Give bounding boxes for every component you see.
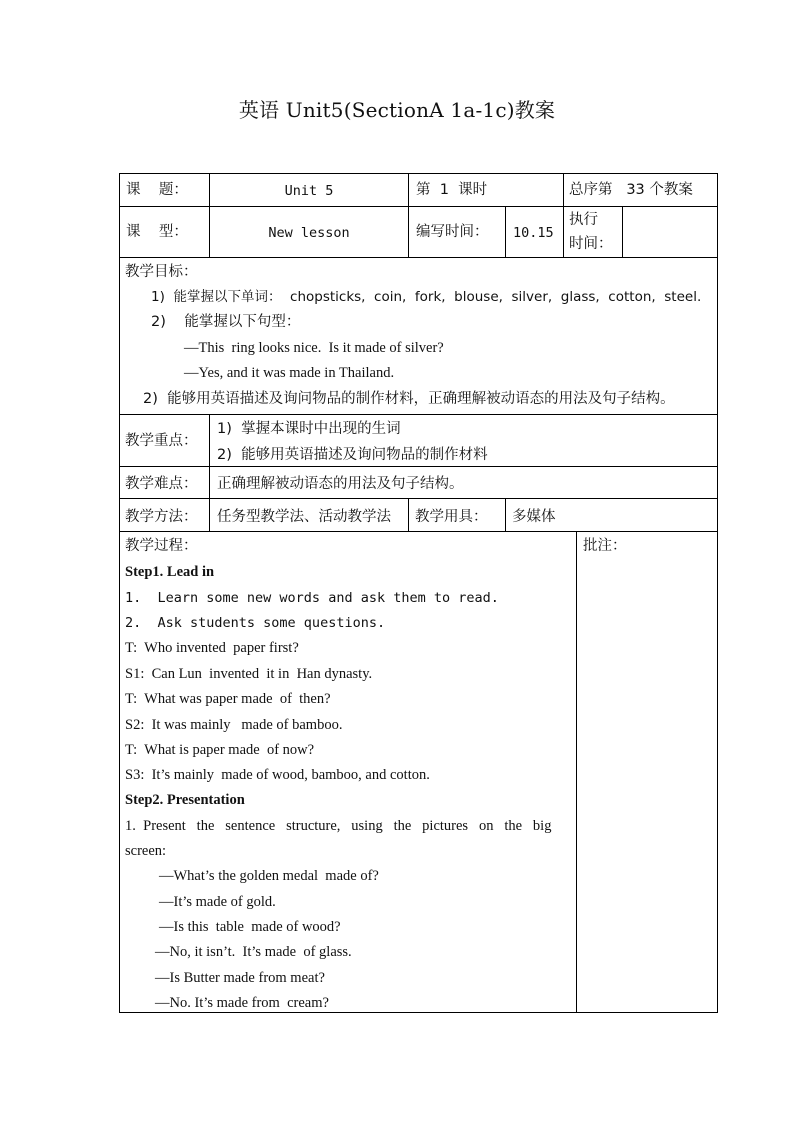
process-line: 2. Ask students some questions. <box>125 615 386 631</box>
dialogue-line: —It’s made of gold. <box>159 894 276 910</box>
process-heading: 教学过程： <box>125 538 198 554</box>
dialogue-line: —No. It’s made from cream? <box>155 995 329 1011</box>
objective-sentence: —This ring looks nice. Is it made of silver? <box>184 340 444 356</box>
column-divider <box>209 414 210 531</box>
difficulties-label: 教学难点： <box>125 476 198 492</box>
tools-value: 多媒体 <box>512 509 556 525</box>
notes-label: 批注： <box>583 538 627 554</box>
dialogue-line: —What’s the golden medal made of? <box>159 868 379 884</box>
table-border-left <box>119 173 120 1013</box>
column-divider <box>563 173 564 257</box>
dialogue-line: S1: Can Lun invented it in Han dynasty. <box>125 666 373 682</box>
methods-value: 任务型教学法、活动教学法 <box>217 509 391 525</box>
execution-time-label-line2: 时间： <box>569 236 613 252</box>
step-heading: Step1. Lead in <box>125 564 215 580</box>
tools-label: 教学用具： <box>415 509 488 525</box>
key-points-label: 教学重点： <box>125 433 198 449</box>
table-border-bottom <box>119 1012 718 1013</box>
column-divider <box>622 206 623 257</box>
step-heading: Step2. Presentation <box>125 792 245 808</box>
dialogue-line: —Is this table made of wood? <box>159 919 341 935</box>
dialogue-line: T: Who invented paper first? <box>125 640 299 656</box>
document-title: 英语 Unit5(SectionA 1a-1c)教案 <box>238 98 556 122</box>
topic-label: 课 题： <box>126 182 188 198</box>
dialogue-line: —No, it isn’t. It’s made of glass. <box>155 944 352 960</box>
table-border-right <box>717 173 718 1013</box>
dialogue-line: S2: It was mainly made of bamboo. <box>125 717 343 733</box>
objective-sentence: —Yes, and it was made in Thailand. <box>184 365 395 381</box>
column-divider <box>505 206 506 257</box>
column-divider <box>408 173 409 257</box>
process-line: 1. Present the sentence structure, using the pictures on the big <box>125 818 552 834</box>
dialogue-line: T: What was paper made of then? <box>125 691 331 707</box>
column-divider <box>408 498 409 531</box>
period-text: 第 1 课时 <box>416 182 488 198</box>
column-divider <box>505 498 506 531</box>
written-time-label: 编写时间： <box>416 224 489 240</box>
dialogue-line: S3: It’s mainly made of wood, bamboo, and cotton. <box>125 767 430 783</box>
row-divider <box>119 531 718 532</box>
topic-value: Unit 5 <box>284 183 334 199</box>
objectives-heading: 教学目标： <box>125 264 198 280</box>
process-line: screen: <box>125 843 167 859</box>
type-label: 课 型： <box>126 224 188 240</box>
difficulties-value: 正确理解被动语态的用法及句子结构。 <box>217 476 464 492</box>
objective-item: 2) 能够用英语描述及询问物品的制作材料，正确理解被动语态的用法及句子结构。 <box>143 391 675 407</box>
type-value: New lesson <box>268 225 350 241</box>
process-line: 1. Learn some new words and ask them to read. <box>125 590 499 606</box>
row-divider <box>119 257 718 258</box>
dialogue-line: —Is Butter made from meat? <box>155 970 325 986</box>
key-point-item: 2) 能够用英语描述及询问物品的制作材料 <box>217 447 488 463</box>
objective-item: 1) 能掌握以下单词： chopsticks, coin, fork, blouse, silver, glass, cotton, steel. <box>151 289 702 305</box>
key-point-item: 1) 掌握本课时中出现的生词 <box>217 421 401 437</box>
column-divider <box>576 531 577 1013</box>
methods-label: 教学方法： <box>125 509 198 525</box>
objective-item: 2) 能掌握以下句型： <box>151 314 301 330</box>
total-lesson-count: 总序第 33 个教案 <box>569 182 693 198</box>
written-time-value: 10.15 <box>513 225 554 241</box>
dialogue-line: T: What is paper made of now? <box>125 742 315 758</box>
execution-time-label: 执行 <box>569 212 598 228</box>
